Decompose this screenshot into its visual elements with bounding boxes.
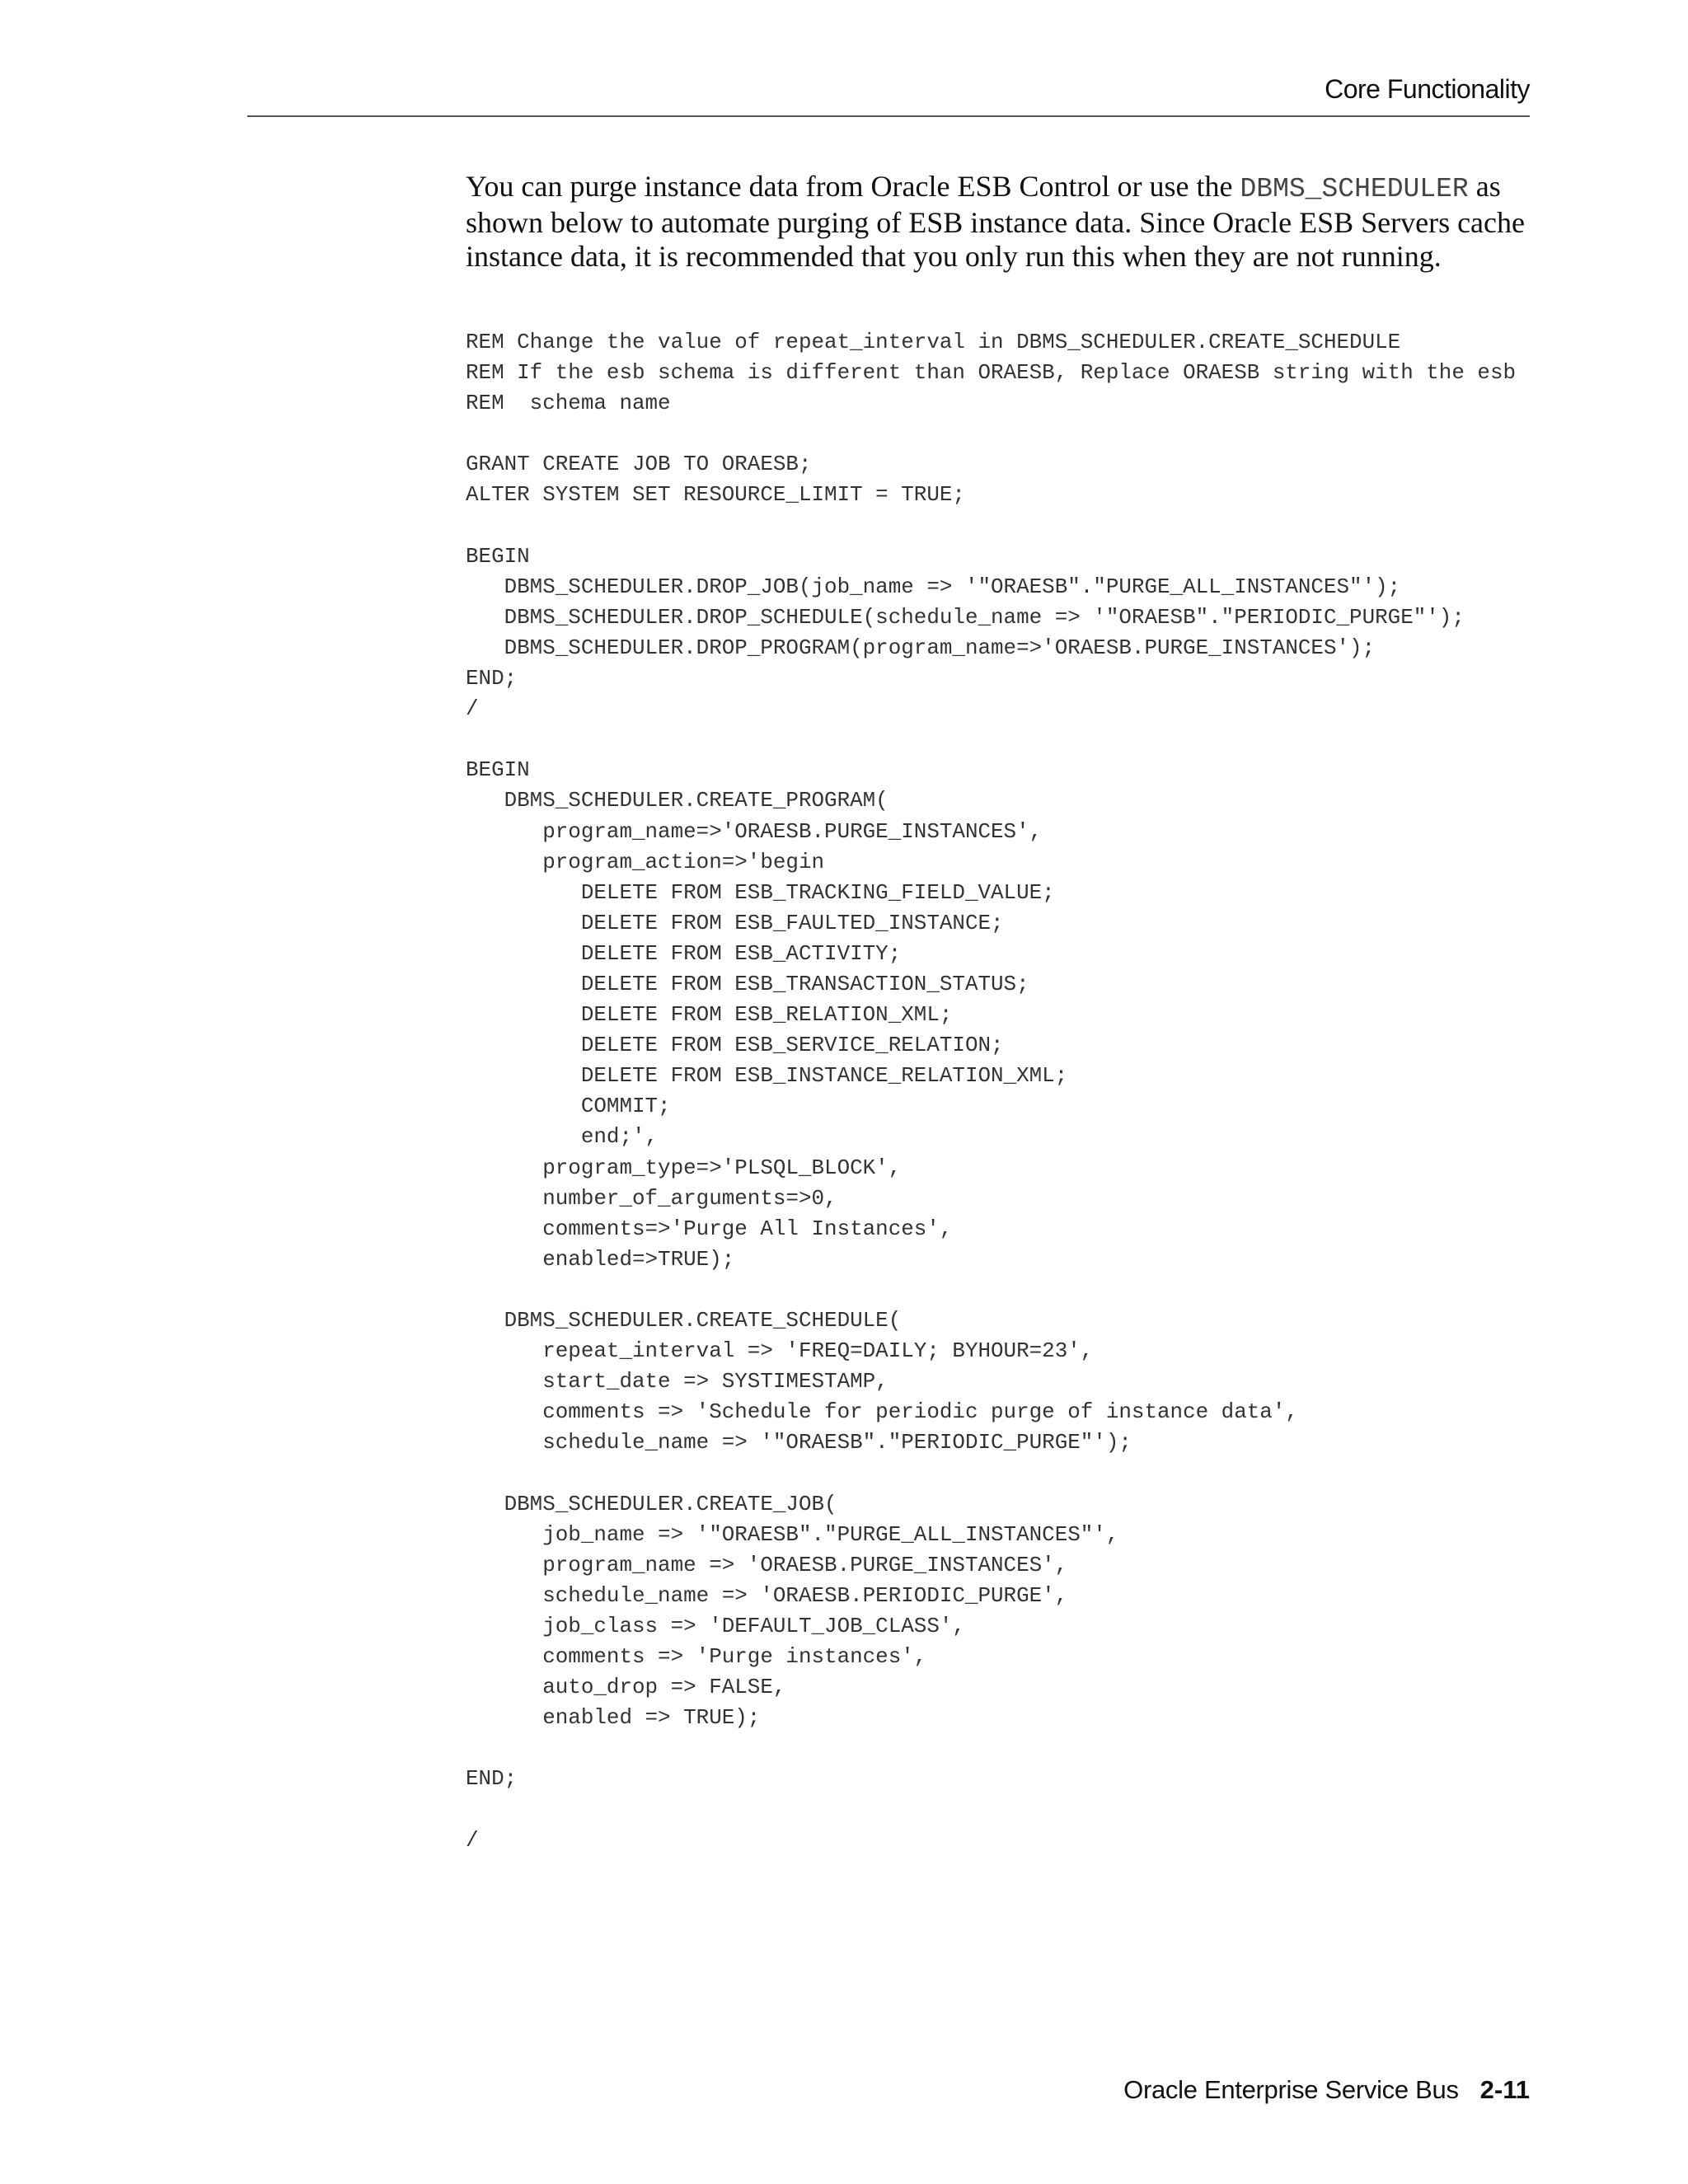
code-line: BEGIN [466, 757, 530, 783]
code-line: start_date => SYSTIMESTAMP, [466, 1369, 889, 1394]
code-line [466, 1458, 1537, 1488]
code-line: DBMS_SCHEDULER.DROP_JOB(job_name => '"ORAESB"."PURGE_ALL_INSTANCES"'); [466, 574, 1401, 599]
code-line: DBMS_SCHEDULER.CREATE_SCHEDULE( [466, 1308, 902, 1333]
code-line: DELETE FROM ESB_TRANSACTION_STATUS; [466, 971, 1029, 996]
paragraph-text-start: You can purge instance data from Oracle ESB Control or use the [466, 170, 1240, 203]
code-line: number_of_arguments=>0, [466, 1185, 837, 1211]
code-line: REM Change the value of repeat_interval in DBMS_SCHEDULER.CREATE_SCHEDULE [466, 330, 1401, 354]
code-line: / [466, 696, 479, 722]
code-line: comments=>'Purge All Instances', [466, 1216, 953, 1241]
page-footer [1123, 2075, 1530, 2105]
code-line: BEGIN [466, 543, 530, 569]
code-line [466, 1275, 1537, 1305]
section-title: Core Functionality [1325, 74, 1530, 104]
book-title: Oracle Enterprise Service Bus [1123, 2075, 1459, 2104]
code-line: GRANT CREATE JOB TO ORAESB; [466, 452, 812, 477]
page-number: 2-11 [1479, 2075, 1530, 2104]
code-line: END; [466, 1766, 518, 1792]
code-line: enabled=>TRUE); [466, 1246, 735, 1272]
code-line: REM schema name [466, 391, 671, 416]
code-line: program_action=>'begin [466, 849, 825, 874]
code-line: comments => 'Schedule for periodic purge of instance data', [466, 1399, 1298, 1425]
code-line: DELETE FROM ESB_ACTIVITY; [466, 940, 902, 966]
inline-code-term: DBMS_SCHEDULER [1240, 174, 1469, 204]
code-line [466, 1795, 1537, 1825]
code-line: ALTER SYSTEM SET RESOURCE_LIMIT = TRUE; [466, 482, 965, 508]
code-listing [466, 327, 1537, 1856]
code-line: DELETE FROM ESB_RELATION_XML; [466, 1002, 953, 1028]
paragraph-text-end: as shown below to automate purging of ESB instance data. Since Oracle ESB Servers cache instance data, it is recommended that you only run this when they are not running. [466, 170, 1525, 273]
code-line [466, 1733, 1537, 1764]
code-line: DELETE FROM ESB_FAULTED_INSTANCE; [466, 910, 1004, 935]
code-line [466, 419, 1537, 449]
running-header [247, 71, 1530, 117]
code-line: comments => 'Purge instances', [466, 1644, 927, 1670]
code-line: COMMIT; [466, 1094, 671, 1119]
code-line: job_class => 'DEFAULT_JOB_CLASS', [466, 1613, 965, 1638]
code-line: auto_drop => FALSE, [466, 1675, 786, 1700]
code-line: DBMS_SCHEDULER.DROP_PROGRAM(program_name=>'ORAESB.PURGE_INSTANCES'); [466, 635, 1376, 660]
code-line: repeat_interval => 'FREQ=DAILY; BYHOUR=23', [466, 1338, 1094, 1364]
code-line: / [466, 1827, 479, 1853]
code-line: DELETE FROM ESB_INSTANCE_RELATION_XML; [466, 1063, 1068, 1089]
code-line: DELETE FROM ESB_SERVICE_RELATION; [466, 1033, 1004, 1058]
code-line: DELETE FROM ESB_TRACKING_FIELD_VALUE; [466, 879, 1055, 905]
code-line: END; [466, 666, 518, 691]
intro-paragraph [466, 170, 1533, 274]
code-line: REM If the esb schema is different than ORAESB, Replace ORAESB string with the esb [466, 360, 1517, 386]
code-line [466, 511, 1537, 541]
code-line: job_name => '"ORAESB"."PURGE_ALL_INSTANCES"', [466, 1521, 1119, 1547]
code-line: enabled => TRUE); [466, 1705, 761, 1731]
code-line: schedule_name => '"ORAESB"."PERIODIC_PURGE"'); [466, 1430, 1132, 1455]
code-line: schedule_name => 'ORAESB.PERIODIC_PURGE', [466, 1582, 1068, 1608]
code-line: program_name=>'ORAESB.PURGE_INSTANCES', [466, 818, 1043, 844]
code-line: DBMS_SCHEDULER.CREATE_JOB( [466, 1491, 837, 1516]
code-line: end;', [466, 1124, 659, 1150]
code-line [466, 724, 1537, 755]
code-line: DBMS_SCHEDULER.CREATE_PROGRAM( [466, 788, 889, 813]
code-line: DBMS_SCHEDULER.DROP_SCHEDULE(schedule_name => '"ORAESB"."PERIODIC_PURGE"'); [466, 604, 1465, 630]
code-line: program_type=>'PLSQL_BLOCK', [466, 1155, 902, 1180]
code-line: program_name => 'ORAESB.PURGE_INSTANCES', [466, 1552, 1068, 1577]
